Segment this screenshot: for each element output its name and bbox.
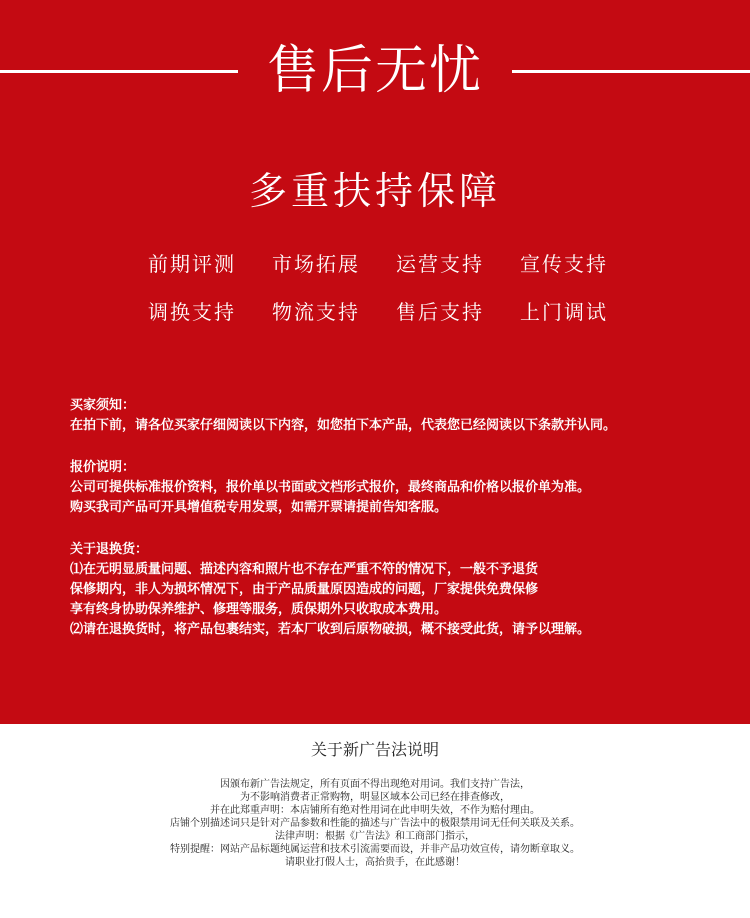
statement-line: 店铺个别描述词只是针对产品参数和性能的描述与广告法中的极限禁用词无任何关联及关系。 [170,818,580,829]
service-item: 上门调试 [520,300,608,324]
statement-line: 因颁布新广告法规定，所有页面不得出现绝对用词。我们支持广告法， [220,779,530,790]
notice-line: ⑵请在退换货时，将产品包裹结实，若本厂收到后原物破损，概不接受此货，请予以理解。 [70,622,591,637]
statement-body [75,778,675,869]
buyer-notice [70,396,710,436]
notice-line: 享有终身协助保养维护、修理等服务，质保期外只收取成本费用。 [70,602,448,617]
service-item: 市场拓展 [272,252,360,276]
notice-line: 购买我司产品可开具增值税专用发票，如需开票请提前告知客服。 [70,500,448,515]
notice-line: ⑴在无明显质量问题、描述内容和照片也不存在严重不符的情况下，一般不予退货 [70,562,539,577]
statement-line: 并在此郑重声明：本店铺所有绝对性用词在此申明失效，不作为赔付理由。 [210,805,540,816]
statement-line: 法律声明：根据《广告法》和工商部门指示， [275,831,475,842]
notice-line: 在拍下前，请各位买家仔细阅读以下内容，如您拍下本产品，代表您已经阅读以下条款并认同。 [70,418,617,433]
quote-notice [70,458,710,518]
service-item: 售后支持 [396,300,484,324]
returns-notice [70,540,710,640]
service-row [130,292,630,340]
page-title: 售后无忧 [266,41,483,101]
notice-heading: 关于退换货： [70,542,149,557]
notice-line: 保修期内，非人为损坏情况下，由于产品质量原因造成的问题，厂家提供免费保修 [70,582,539,597]
service-item: 调换支持 [148,300,236,324]
statement-title: 关于新广告法说明 [310,740,439,759]
service-item: 前期评测 [148,252,236,276]
notice-line: 公司可提供标准报价资料，报价单以书面或文档形式报价，最终商品和价格以报价单为准。 [70,480,591,495]
service-item: 宣传支持 [520,252,608,276]
statement-line: 为不影响消费者正常购物，明显区域本公司已经在排查修改， [240,792,510,803]
service-row [130,244,630,292]
notice-heading: 报价说明： [70,460,136,475]
ad-law-statement [0,724,750,918]
service-item: 物流支持 [272,300,360,324]
title-divider-left [0,70,238,73]
statement-line: 请职业打假人士，高抬贵手，在此感谢！ [285,857,465,868]
title-row [0,36,750,106]
service-item: 运营支持 [396,252,484,276]
page-subtitle: 多重扶持保障 [248,169,501,213]
title-divider-right [512,70,750,73]
service-grid [130,244,630,340]
notice-heading: 买家须知： [70,398,136,413]
notice-section [70,396,710,662]
statement-line: 特别提醒：网站产品标题纯属运营和技术引流需要而设，并非产品功效宣传，请勿断章取义。 [170,844,580,855]
